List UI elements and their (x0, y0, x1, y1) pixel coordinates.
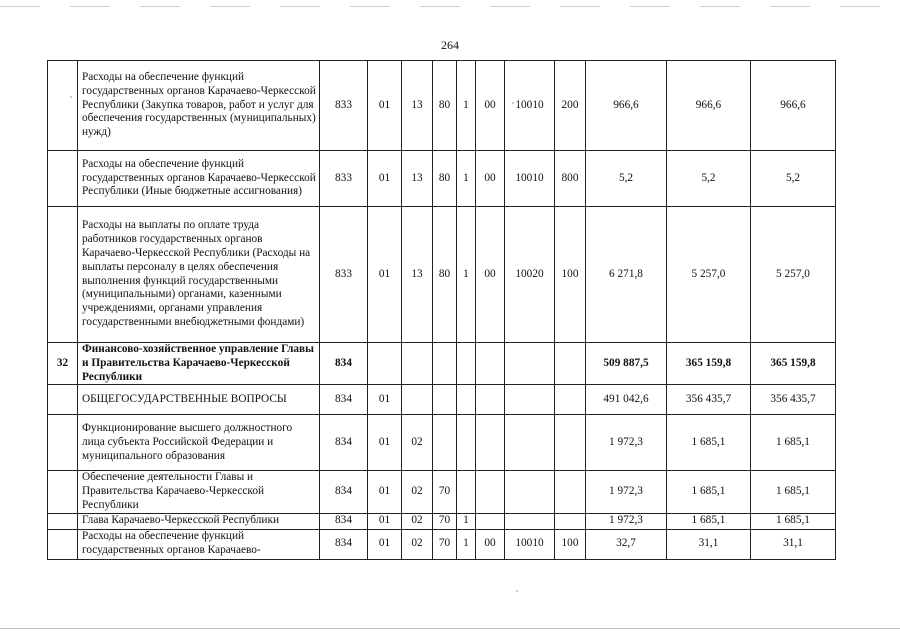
table-row (48, 471, 836, 513)
section-code: 01 (368, 61, 402, 151)
target-code-part3 (476, 343, 505, 385)
row-number: 32 (48, 343, 78, 385)
row-name: Расходы на выплаты по оплате труда работников государственных органов Карачаево-Черкесской Республики (Расходы на выплаты персоналу в целях обеспечения выполнения функций государственными (муниципальными) органами, казенными учреждениями, органами управления государственными внебюджетными фондами) (78, 207, 320, 343)
target-code-part3: 00 (476, 529, 505, 559)
target-code-part1: 80 (433, 61, 457, 151)
target-code-part3 (476, 415, 505, 471)
section-code: 01 (368, 529, 402, 559)
scan-speck (70, 96, 72, 98)
amount-year2: 1 685,1 (667, 415, 751, 471)
amount-year2: 356 435,7 (667, 385, 751, 415)
target-code-part4: 10010 (505, 151, 555, 207)
table-row (48, 343, 836, 385)
subsection-code: 13 (402, 61, 433, 151)
subsection-code: 02 (402, 529, 433, 559)
budget-table (47, 60, 836, 560)
page-number: 264 (441, 38, 459, 52)
expense-type-code (555, 471, 586, 513)
target-code-part2: 1 (457, 207, 476, 343)
row-name: Расходы на обеспечение функций государственных органов Карачаево- (78, 529, 320, 559)
expense-type-code: 200 (555, 61, 586, 151)
row-number (48, 415, 78, 471)
table-row (48, 61, 836, 151)
row-number (48, 385, 78, 415)
subsection-code (402, 343, 433, 385)
amount-year2: 365 159,8 (667, 343, 751, 385)
row-name: Расходы на обеспечение функций государственных органов Карачаево-Черкесской Республики (Иные бюджетные ассигнования) (78, 151, 320, 207)
target-code-part4 (505, 471, 555, 513)
table-row (48, 513, 836, 529)
scan-speck (512, 102, 514, 104)
target-code-part3 (476, 471, 505, 513)
amount-year2: 1 685,1 (667, 513, 751, 529)
table-row (48, 385, 836, 415)
target-code-part2 (457, 415, 476, 471)
ved-code: 834 (320, 415, 368, 471)
amount-year1: 6 271,8 (586, 207, 667, 343)
target-code-part3: 00 (476, 207, 505, 343)
row-name: Расходы на обеспечение функций государственных органов Карачаево-Черкесской Республики (Закупка товаров, работ и услуг для обеспечения государственных (муниципальных) нужд) (78, 61, 320, 151)
amount-year1: 1 972,3 (586, 513, 667, 529)
table-row (48, 151, 836, 207)
expense-type-code (555, 513, 586, 529)
scan-top-edge (0, 6, 900, 7)
amount-year3: 5,2 (751, 151, 836, 207)
target-code-part4 (505, 343, 555, 385)
row-number (48, 151, 78, 207)
row-number (48, 61, 78, 151)
subsection-code (402, 385, 433, 415)
target-code-part1 (433, 343, 457, 385)
amount-year1: 966,6 (586, 61, 667, 151)
row-name: Финансово-хозяйственное управление Главы и Правительства Карачаево-Черкесской Республики (78, 343, 320, 385)
expense-type-code: 800 (555, 151, 586, 207)
target-code-part1 (433, 385, 457, 415)
subsection-code: 02 (402, 471, 433, 513)
amount-year2: 31,1 (667, 529, 751, 559)
row-name: ОБЩЕГОСУДАРСТВЕННЫЕ ВОПРОСЫ (78, 385, 320, 415)
target-code-part3: 00 (476, 151, 505, 207)
target-code-part4 (505, 385, 555, 415)
amount-year3: 365 159,8 (751, 343, 836, 385)
section-code: 01 (368, 471, 402, 513)
amount-year2: 966,6 (667, 61, 751, 151)
target-code-part2: 1 (457, 529, 476, 559)
subsection-code: 02 (402, 415, 433, 471)
section-code: 01 (368, 385, 402, 415)
amount-year1: 32,7 (586, 529, 667, 559)
ved-code: 833 (320, 207, 368, 343)
amount-year3: 31,1 (751, 529, 836, 559)
subsection-code: 13 (402, 207, 433, 343)
target-code-part4 (505, 513, 555, 529)
expense-type-code: 100 (555, 207, 586, 343)
section-code: 01 (368, 513, 402, 529)
amount-year2: 5 257,0 (667, 207, 751, 343)
amount-year2: 5,2 (667, 151, 751, 207)
target-code-part3: 00 (476, 61, 505, 151)
amount-year3: 1 685,1 (751, 513, 836, 529)
table-row (48, 415, 836, 471)
ved-code: 834 (320, 471, 368, 513)
amount-year1: 5,2 (586, 151, 667, 207)
row-name: Обеспечение деятельности Главы и Правительства Карачаево-Черкесской Республики (78, 471, 320, 513)
target-code-part2: 1 (457, 61, 476, 151)
section-code: 01 (368, 415, 402, 471)
target-code-part4 (505, 415, 555, 471)
table-row (48, 207, 836, 343)
expense-type-code (555, 343, 586, 385)
ved-code: 834 (320, 529, 368, 559)
ved-code: 834 (320, 385, 368, 415)
target-code-part2 (457, 471, 476, 513)
amount-year1: 1 972,3 (586, 415, 667, 471)
section-code: 01 (368, 207, 402, 343)
target-code-part2: 1 (457, 151, 476, 207)
scan-bottom-edge (0, 628, 900, 629)
row-number (48, 513, 78, 529)
table-row (48, 529, 836, 559)
target-code-part2: 1 (457, 513, 476, 529)
expense-type-code (555, 415, 586, 471)
subsection-code: 13 (402, 151, 433, 207)
target-code-part4: 10010 (505, 61, 555, 151)
target-code-part1: 70 (433, 513, 457, 529)
row-name: Функционирование высшего должностного лица субъекта Российской Федерации и муниципального образования (78, 415, 320, 471)
row-number (48, 471, 78, 513)
amount-year1: 491 042,6 (586, 385, 667, 415)
section-code: 01 (368, 151, 402, 207)
table-body (48, 61, 836, 560)
amount-year3: 1 685,1 (751, 471, 836, 513)
target-code-part1: 70 (433, 471, 457, 513)
target-code-part1: 80 (433, 151, 457, 207)
subsection-code: 02 (402, 513, 433, 529)
target-code-part4: 10020 (505, 207, 555, 343)
amount-year3: 966,6 (751, 61, 836, 151)
target-code-part2 (457, 385, 476, 415)
amount-year3: 5 257,0 (751, 207, 836, 343)
target-code-part1 (433, 415, 457, 471)
target-code-part3 (476, 385, 505, 415)
target-code-part1: 80 (433, 207, 457, 343)
target-code-part4: 10010 (505, 529, 555, 559)
target-code-part1: 70 (433, 529, 457, 559)
ved-code: 834 (320, 343, 368, 385)
expense-type-code: 100 (555, 529, 586, 559)
amount-year3: 1 685,1 (751, 415, 836, 471)
amount-year1: 509 887,5 (586, 343, 667, 385)
ved-code: 834 (320, 513, 368, 529)
ved-code: 833 (320, 61, 368, 151)
target-code-part2 (457, 343, 476, 385)
scan-speck (516, 590, 518, 592)
amount-year2: 1 685,1 (667, 471, 751, 513)
ved-code: 833 (320, 151, 368, 207)
target-code-part3 (476, 513, 505, 529)
expense-type-code (555, 385, 586, 415)
row-number (48, 529, 78, 559)
amount-year1: 1 972,3 (586, 471, 667, 513)
section-code (368, 343, 402, 385)
amount-year3: 356 435,7 (751, 385, 836, 415)
row-number (48, 207, 78, 343)
row-name: Глава Карачаево-Черкесской Республики (78, 513, 320, 529)
